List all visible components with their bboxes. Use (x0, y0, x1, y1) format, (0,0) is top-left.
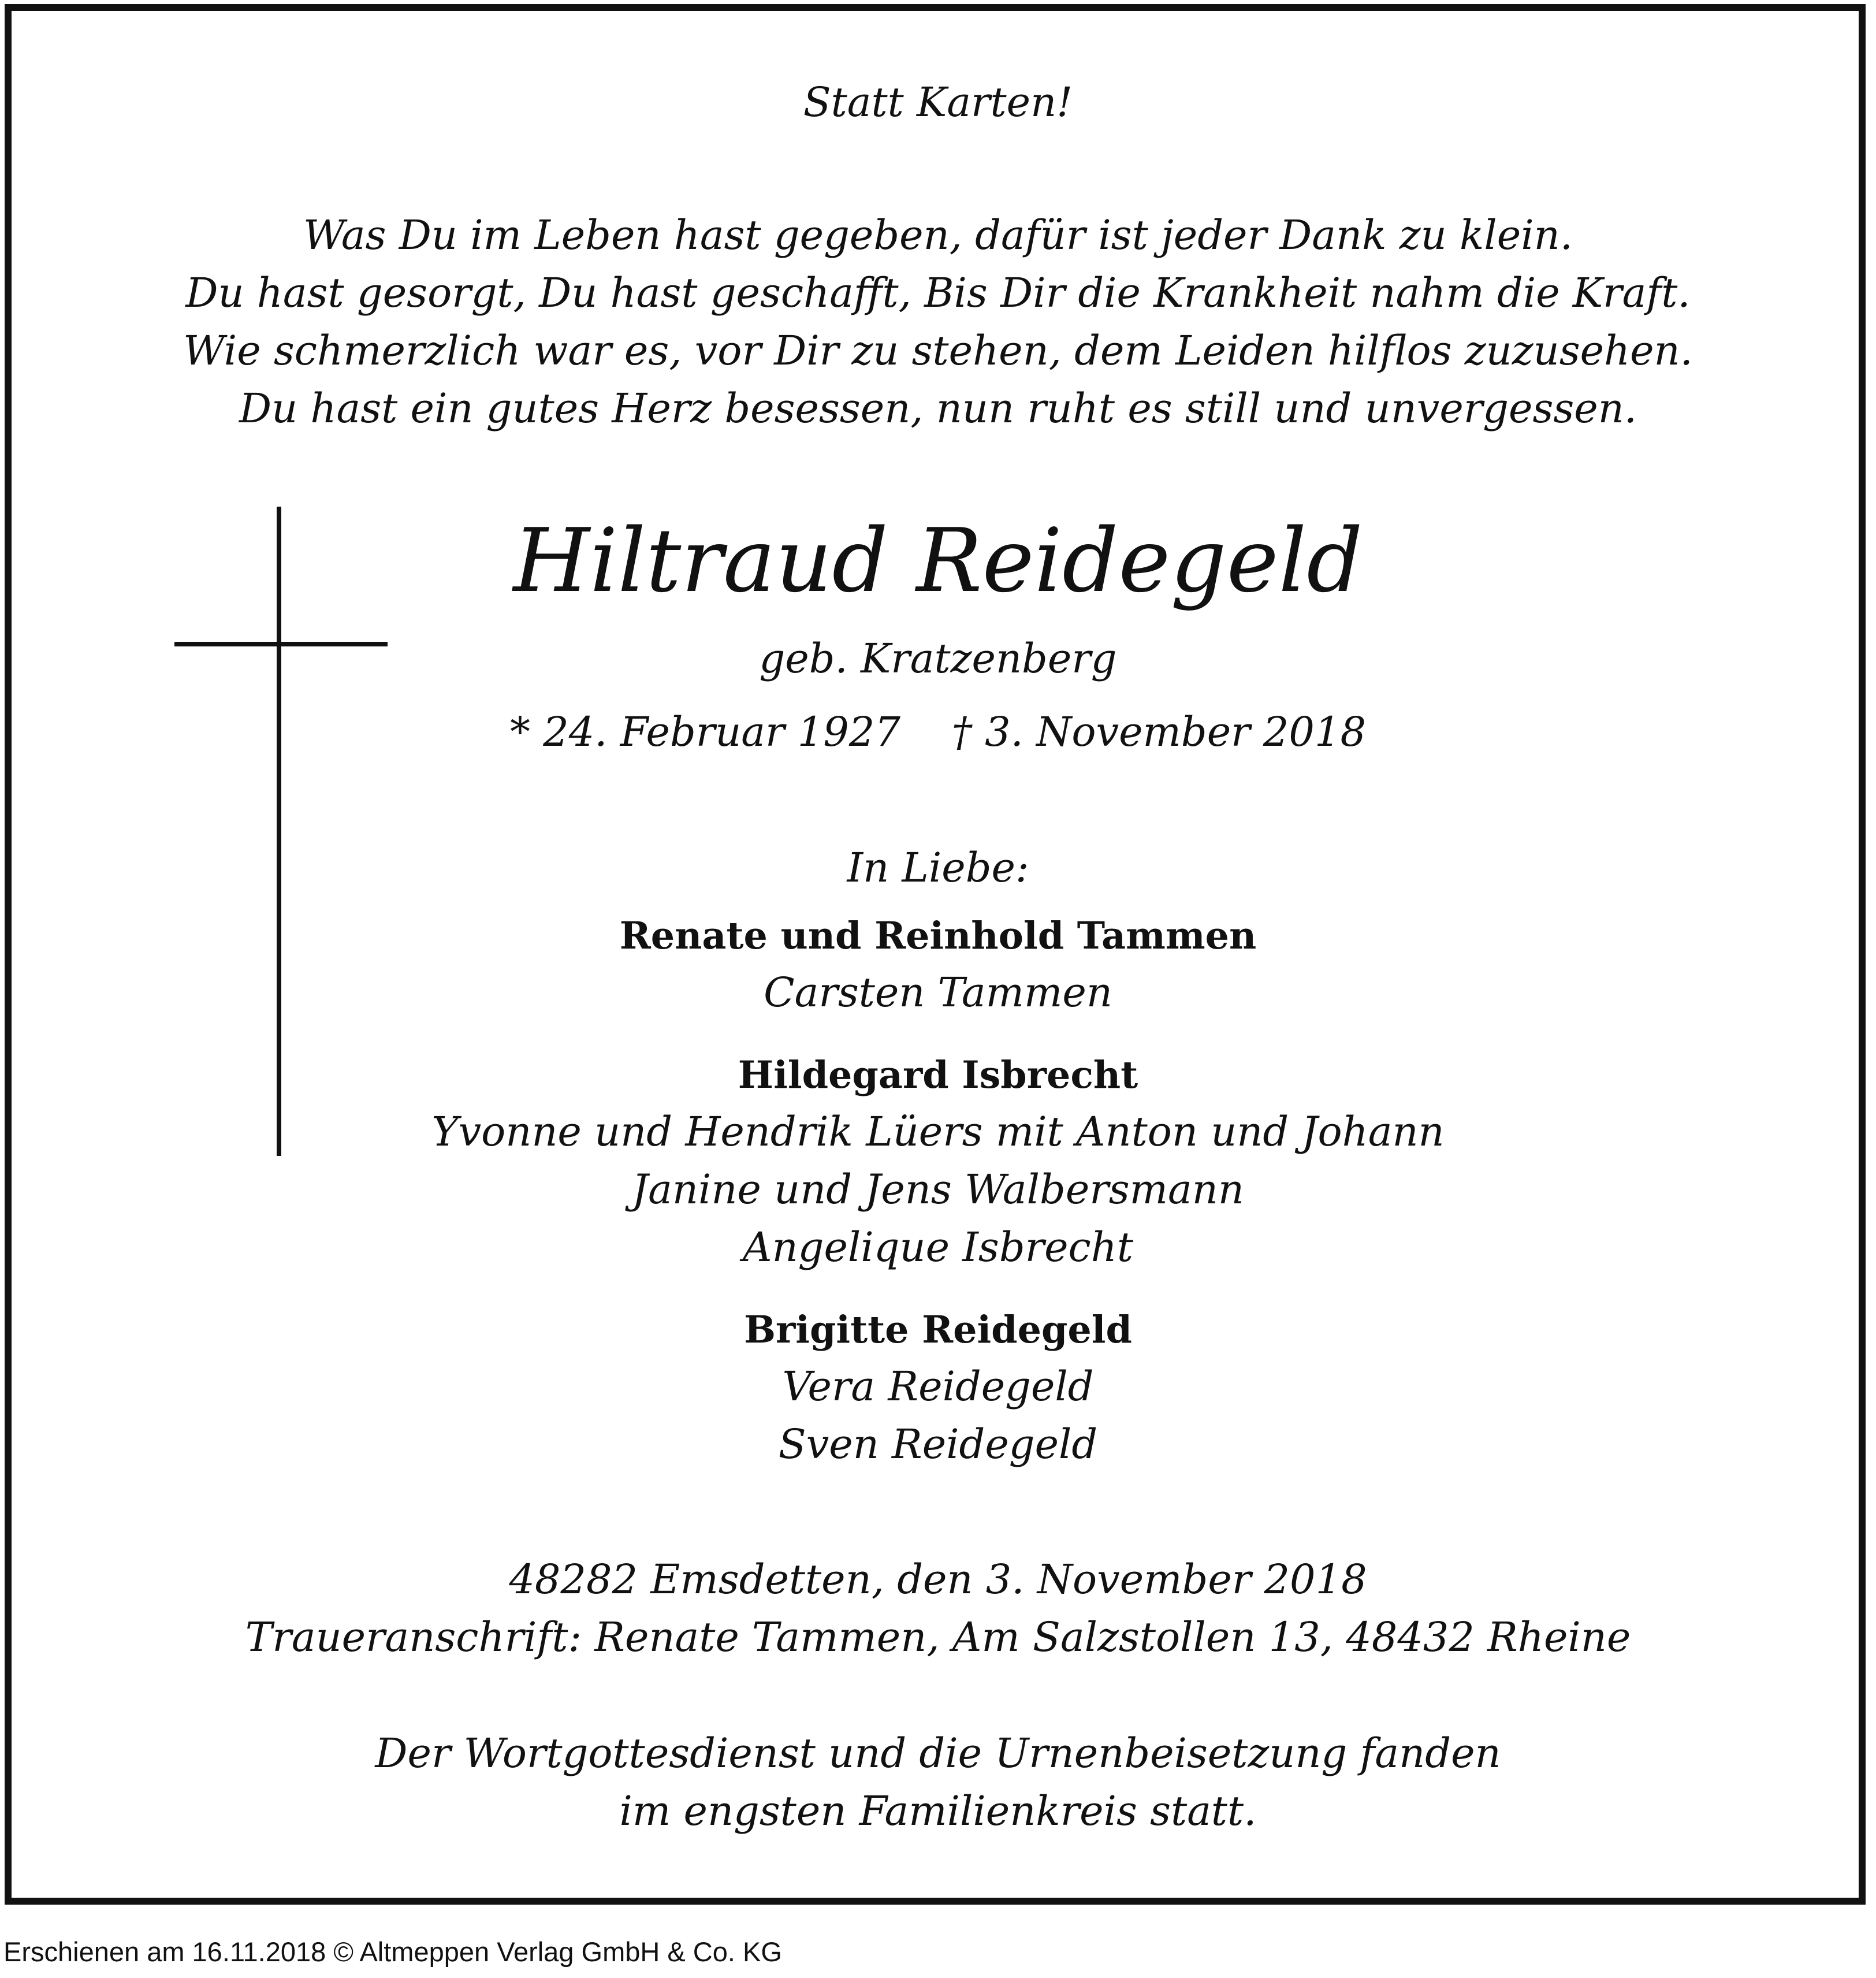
header-statt-karten: Statt Karten! (803, 79, 1073, 126)
closing-line-2: im engsten Familienkreis statt. (619, 1787, 1257, 1835)
poem-line-3: Wie schmerzlich war es, vor Dir zu stehen, dem Leiden hilflos zuzusehen. (183, 327, 1693, 374)
mourner-group-2-member: Janine und Jens Walbersmann (632, 1166, 1244, 1213)
deceased-name: Hiltraud Reidegeld (513, 510, 1363, 612)
mourner-group-3-member: Vera Reidegeld (782, 1363, 1094, 1410)
mourner-group-2-head: Hildegard Isbrecht (738, 1053, 1138, 1097)
mourner-group-2-member: Angelique Isbrecht (743, 1224, 1133, 1271)
poem-line-4: Du hast ein gutes Herz besessen, nun ruht es still und unvergessen. (239, 385, 1637, 432)
mourner-group-1-member: Carsten Tammen (764, 969, 1112, 1016)
place-date: 48282 Emsdetten, den 3. November 2018 (509, 1556, 1367, 1603)
poem-line-1: Was Du im Leben hast gegeben, dafür ist jeder Dank zu klein. (303, 211, 1573, 259)
mourners-intro: In Liebe: (847, 844, 1029, 891)
mourner-group-3-head: Brigitte Reidegeld (744, 1308, 1132, 1352)
mourner-group-1-head: Renate und Reinhold Tammen (619, 914, 1257, 958)
life-dates: * 24. Februar 1927 † 3. November 2018 (509, 708, 1367, 756)
maiden-name: geb. Kratzenberg (759, 635, 1117, 682)
poem-line-2: Du hast gesorgt, Du hast geschafft, Bis Dir die Krankheit nahm die Kraft. (185, 269, 1691, 317)
mourning-address: Traueranschrift: Renate Tammen, Am Salzstollen 13, 48432 Rheine (245, 1613, 1631, 1661)
mourner-group-2-member: Yvonne und Hendrik Lüers mit Anton und Johann (431, 1108, 1445, 1155)
closing-line-1: Der Wortgottesdienst und die Urnenbeisetzung fanden (375, 1730, 1501, 1777)
mourner-group-3-member: Sven Reidegeld (778, 1421, 1098, 1468)
publication-footer: Erschienen am 16.11.2018 © Altmeppen Verlag GmbH & Co. KG (3, 1936, 782, 1967)
